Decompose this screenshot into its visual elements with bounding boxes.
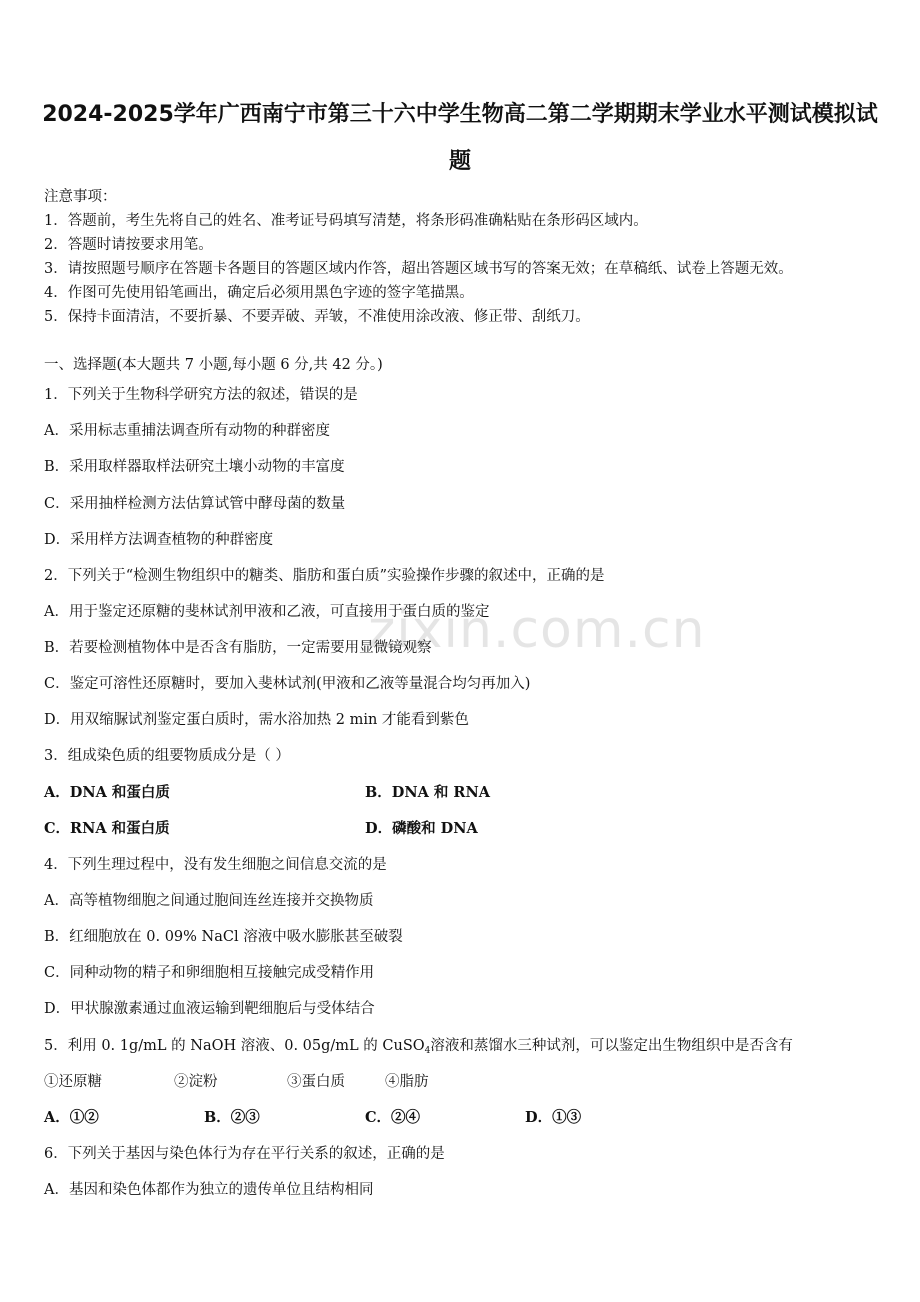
notice-item: 5．保持卡面清洁，不要折暴、不要弄破、弄皱，不准使用涂改液、修正带、刮纸刀。 — [44, 309, 590, 325]
question-5-stem-part1: 5．利用 0. 1g/mL 的 NaOH 溶液、0. 05g/mL 的 CuSO — [44, 1038, 425, 1054]
question-1-option-b: B．采用取样器取样法研究土壤小动物的丰富度 — [44, 459, 345, 475]
question-3-option-b: B．DNA 和 RNA — [365, 784, 490, 801]
question-1-option-a: A．采用标志重捕法调查所有动物的种群密度 — [44, 423, 330, 439]
question-5-option-c: C．②④ — [365, 1109, 421, 1126]
question-1-option-c: C．采用抽样检测方法估算试管中酵母菌的数量 — [44, 496, 346, 512]
question-6-stem: 6．下列关于基因与染色体行为存在平行关系的叙述，正确的是 — [44, 1146, 445, 1162]
notice-item: 2．答题时请按要求用笔。 — [44, 237, 213, 253]
question-2-stem: 2．下列关于“检测生物组织中的糖类、脂肪和蛋白质”实验操作步骤的叙述中，正确的是 — [44, 568, 605, 584]
question-5-option-b: B．②③ — [204, 1109, 260, 1126]
question-1-option-d: D．采用样方法调查植物的种群密度 — [44, 532, 274, 548]
document-title: 2024-2025学年广西南宁市第三十六中学生物高二第二学期期末学业水平测试模拟试 — [42, 102, 878, 127]
question-3-option-a: A．DNA 和蛋白质 — [44, 784, 170, 801]
question-3-option-c: C．RNA 和蛋白质 — [44, 820, 170, 837]
notice-item: 4．作图可先使用铅笔画出，确定后必须用黑色字迹的签字笔描黑。 — [44, 285, 474, 301]
question-3-stem: 3．组成染色质的组要物质成分是（ ） — [44, 748, 290, 764]
section-heading: 一、选择题(本大题共 7 小题,每小题 6 分,共 42 分。) — [44, 357, 383, 373]
watermark: zixin.com.cn — [368, 600, 706, 660]
question-2-option-c: C．鉴定可溶性还原糖时，要加入斐林试剂(甲液和乙液等量混合均匀再加入) — [44, 676, 531, 692]
question-5-item: ④脂肪 — [385, 1074, 429, 1090]
question-5-item: ①还原糖 — [44, 1074, 102, 1090]
question-6-option-a: A．基因和染色体都作为独立的遗传单位且结构相同 — [44, 1182, 374, 1198]
question-3-option-d: D．磷酸和 DNA — [365, 820, 478, 837]
notice-item: 3．请按照题号顺序在答题卡各题目的答题区域内作答，超出答题区域书写的答案无效；在草稿纸、试卷上答题无效。 — [44, 261, 793, 277]
question-4-option-b: B．红细胞放在 0. 09% NaCl 溶液中吸水膨胀甚至破裂 — [44, 929, 403, 945]
question-2-option-d: D．用双缩脲试剂鉴定蛋白质时，需水浴加热 2 min 才能看到紫色 — [44, 712, 469, 728]
document-title-continued: 题 — [448, 149, 471, 174]
question-5-stem — [44, 1036, 793, 1061]
question-4-stem: 4．下列生理过程中，没有发生细胞之间信息交流的是 — [44, 857, 387, 873]
question-5-option-d: D．①③ — [525, 1109, 582, 1126]
question-5-item: ②淀粉 — [174, 1074, 218, 1090]
question-4-option-a: A．高等植物细胞之间通过胞间连丝连接并交换物质 — [44, 893, 374, 909]
notice-item: 1．答题前，考生先将自己的姓名、准考证号码填写清楚，将条形码准确粘贴在条形码区域内。 — [44, 213, 648, 229]
question-2-option-b: B．若要检测植物体中是否含有脂肪，一定需要用显微镜观察 — [44, 640, 432, 656]
question-2-option-a: A．用于鉴定还原糖的斐林试剂甲液和乙液，可直接用于蛋白质的鉴定 — [44, 604, 490, 620]
notice-heading: 注意事项： — [44, 189, 117, 205]
question-4-option-d: D．甲状腺激素通过血液运输到靶细胞后与受体结合 — [44, 1001, 375, 1017]
question-5-stem-subscript: 4 — [424, 1046, 431, 1056]
question-5-option-a: A．①② — [44, 1109, 99, 1126]
question-5-stem-part2: 溶液和蒸馏水三种试剂，可以鉴定出生物组织中是否含有 — [430, 1038, 793, 1054]
question-1-stem: 1．下列关于生物科学研究方法的叙述，错误的是 — [44, 387, 358, 403]
question-5-item: ③蛋白质 — [287, 1074, 345, 1090]
question-4-option-c: C．同种动物的精子和卵细胞相互接触完成受精作用 — [44, 965, 375, 981]
